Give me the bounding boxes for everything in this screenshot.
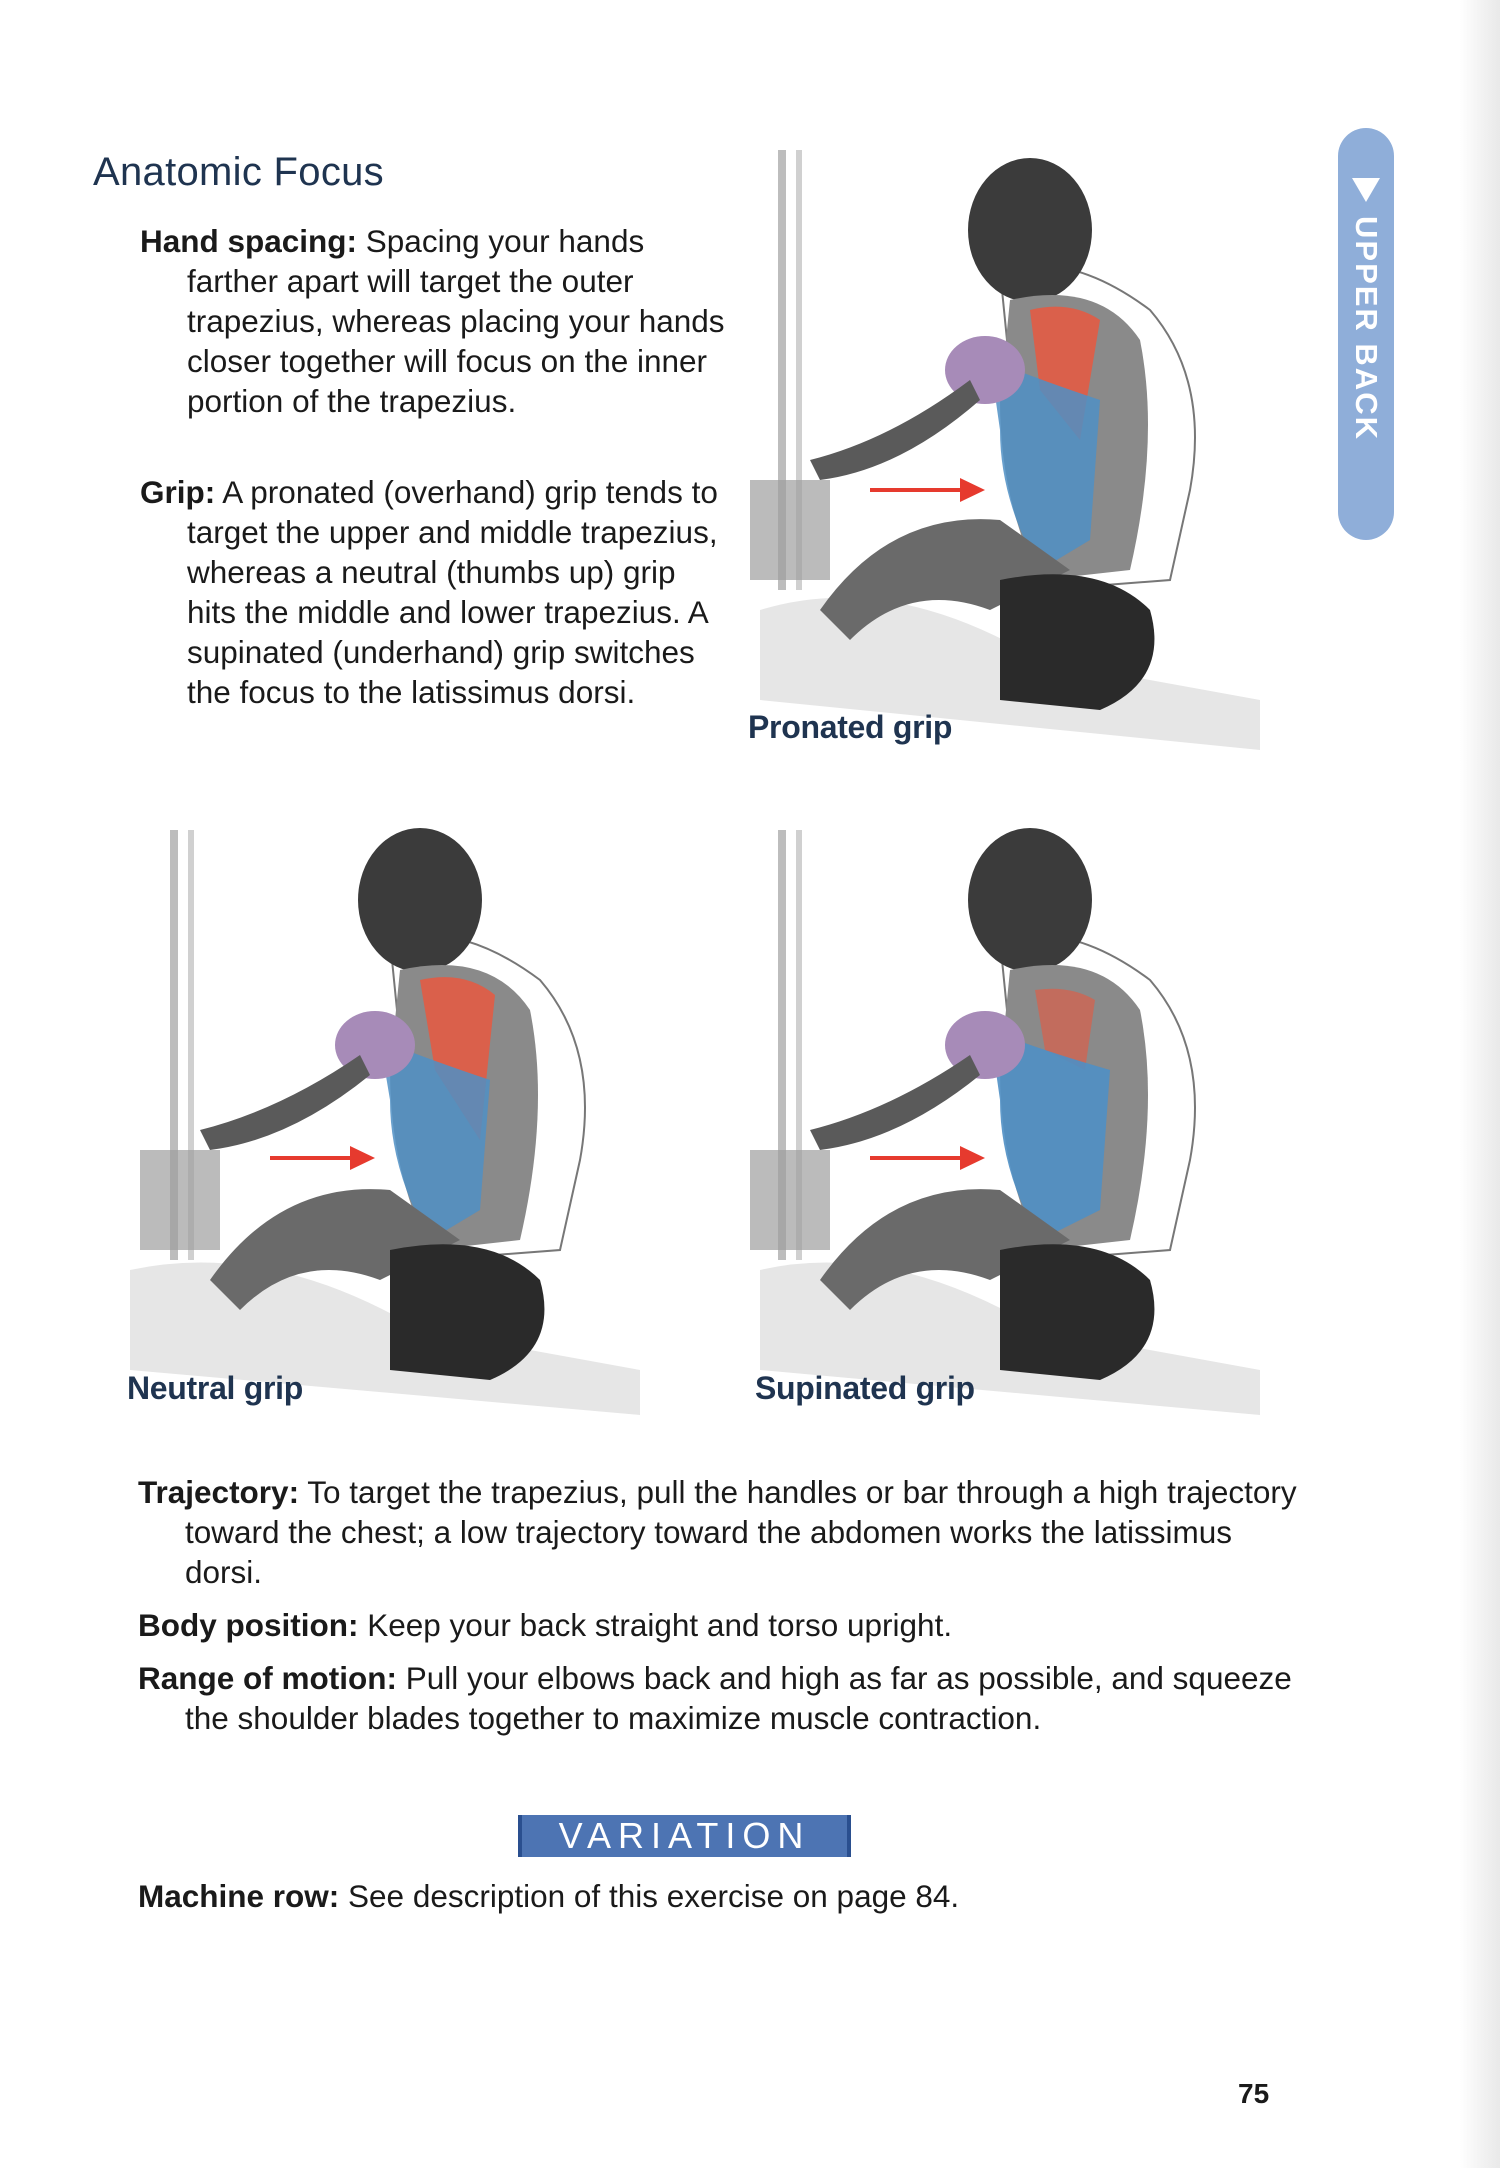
seated-row-figure-icon — [740, 140, 1280, 760]
grip-term: Grip: — [140, 474, 216, 510]
body-position-text: Keep your back straight and torso upright. — [358, 1607, 953, 1643]
page-number: 75 — [1238, 2078, 1270, 2109]
upper-back-tab — [1338, 128, 1394, 540]
machine-row-term: Machine row: — [138, 1878, 340, 1914]
neutral-grip-illustration — [120, 820, 660, 1420]
grip-paragraph — [140, 472, 727, 712]
triangle-down-icon — [1352, 178, 1380, 202]
seated-row-figure-icon — [740, 820, 1280, 1420]
body-position-term: Body position: — [138, 1607, 359, 1643]
range-of-motion-text: Pull your elbows back and high as far as possible, and squeeze the shoulder blades together to maximize muscle contraction. — [185, 1660, 1292, 1736]
page-edge — [1460, 0, 1500, 2168]
supinated-grip-illustration — [740, 820, 1280, 1420]
machine-row-paragraph — [138, 1876, 1305, 1916]
neutral-grip-caption: Neutral grip — [127, 1370, 303, 1406]
range-of-motion-term: Range of motion: — [138, 1660, 397, 1696]
seated-row-figure-icon — [120, 820, 660, 1420]
grip-text: A pronated (overhand) grip tends to target the upper and middle trapezius, whereas a neutral (thumbs up) grip hits the middle and lower trapezius. A supinated (underhand) grip switches the focus to the latissimus dorsi. — [187, 474, 718, 710]
machine-row-text: See description of this exercise on page 84. — [339, 1878, 960, 1914]
pronated-grip-caption: Pronated grip — [748, 709, 953, 745]
hand-spacing-paragraph — [140, 221, 727, 421]
trajectory-paragraph — [138, 1472, 1305, 1592]
upper-back-tab-label: UPPER BACK — [1349, 216, 1384, 441]
supinated-grip-caption: Supinated grip — [755, 1370, 975, 1406]
trajectory-term: Trajectory: — [138, 1474, 300, 1510]
hand-spacing-term: Hand spacing: — [140, 223, 358, 259]
range-of-motion-paragraph — [138, 1658, 1305, 1738]
section-title: Anatomic Focus — [93, 150, 384, 194]
trajectory-text: To target the trapezius, pull the handles or bar through a high trajectory toward the chest; a low trajectory toward the abdomen works the latissimus dorsi. — [185, 1474, 1297, 1590]
body-position-paragraph — [138, 1605, 1305, 1645]
hand-spacing-text: Spacing your hands farther apart will target the outer trapezius, whereas placing your hands closer together will focus on the inner portion of the trapezius. — [187, 223, 725, 419]
pronated-grip-illustration — [740, 140, 1280, 760]
variation-heading: VARIATION — [518, 1815, 851, 1857]
